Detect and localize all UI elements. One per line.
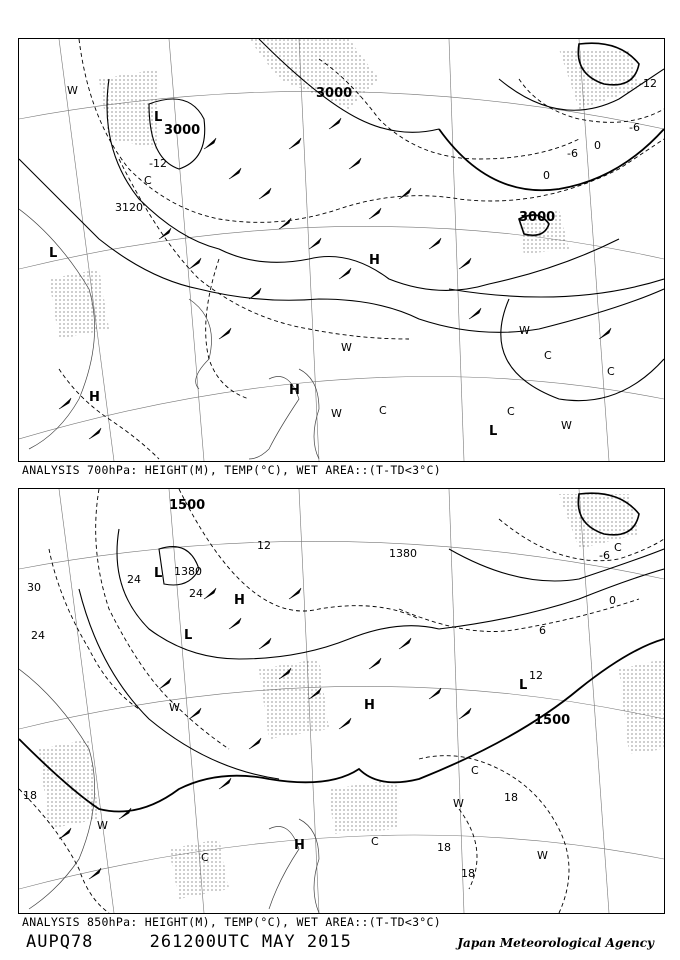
wet-area-dots (49, 39, 639, 339)
isotherm-label: 12 (257, 539, 271, 552)
isotherm-label: 6 (539, 624, 546, 637)
isotherm-label: -12 (639, 77, 657, 90)
high-center: H (364, 698, 375, 713)
high-center: H (369, 253, 380, 268)
isotherm-label: 30 (27, 581, 41, 594)
panel-caption-700hpa: ANALYSIS 700hPa: HEIGHT(M), TEMP(°C), WET AREA::(T-TD<3°C) (22, 463, 441, 477)
wind-barbs (59, 118, 611, 439)
isotherm-label: 18 (461, 867, 475, 880)
cold-mark: C (144, 174, 152, 187)
isotherm-label: 18 (437, 841, 451, 854)
warm-mark: W (453, 797, 464, 810)
isotherm-label: -6 (599, 549, 610, 562)
map-panel-700hpa (18, 38, 665, 462)
isotherm-label: 0 (609, 594, 616, 607)
warm-mark: W (97, 819, 108, 832)
map-panel-850hpa (18, 488, 665, 914)
high-center: H (89, 390, 100, 405)
isotherm-label: 12 (529, 669, 543, 682)
contour-label: 1500 (534, 713, 571, 728)
high-center: H (289, 383, 300, 398)
isotherm-label: 24 (127, 573, 141, 586)
warm-mark: W (331, 407, 342, 420)
isotherm-label: 18 (23, 789, 37, 802)
cold-mark: C (201, 851, 209, 864)
isotherm-label: 24 (189, 587, 203, 600)
chart-code-and-time: AUPQ78 261200UTC MAY 2015 (26, 932, 352, 952)
low-center: L (489, 424, 498, 439)
low-center: L (519, 678, 528, 693)
cold-mark: C (471, 764, 479, 777)
isotherm-label: 18 (504, 791, 518, 804)
warm-mark: W (67, 84, 78, 97)
contour-label: 1380 (174, 565, 202, 578)
low-center: L (184, 628, 193, 643)
wind-barbs (59, 588, 471, 879)
contour-label: 3000 (316, 86, 353, 101)
warm-mark: W (519, 324, 530, 337)
contour-label: 3000 (519, 210, 556, 225)
high-center: H (294, 838, 305, 853)
isotherm-label: -12 (149, 157, 167, 170)
panel-caption-850hpa: ANALYSIS 850hPa: HEIGHT(M), TEMP(°C), WET AREA::(T-TD<3°C) (22, 915, 441, 929)
cold-mark: C (507, 405, 515, 418)
cold-mark: C (371, 835, 379, 848)
isotherm-label: 0 (543, 169, 550, 182)
high-center: H (234, 593, 245, 608)
contour-label: 3120 (115, 201, 143, 214)
warm-mark: W (341, 341, 352, 354)
isotherm-label: 24 (31, 629, 45, 642)
cold-mark: C (544, 349, 552, 362)
height-contours (19, 493, 664, 811)
isotherm-label: -6 (629, 121, 640, 134)
low-center: L (154, 566, 163, 581)
cold-mark: C (607, 365, 615, 378)
map-850hpa-canvas (19, 489, 664, 913)
cold-mark: C (614, 541, 622, 554)
cold-mark: C (379, 404, 387, 417)
low-center: L (154, 110, 163, 125)
low-center: L (49, 246, 58, 261)
isotherm-label: 0 (594, 139, 601, 152)
contour-label: 1500 (169, 498, 206, 513)
contour-label: 1380 (389, 547, 417, 560)
warm-mark: W (169, 701, 180, 714)
graticule (19, 489, 664, 913)
contour-label: 3000 (164, 123, 201, 138)
map-700hpa-canvas (19, 39, 664, 461)
agency-credit: Japan Meteorological Agency (457, 936, 654, 950)
warm-mark: W (537, 849, 548, 862)
isotherm-label: -6 (567, 147, 578, 160)
warm-mark: W (561, 419, 572, 432)
